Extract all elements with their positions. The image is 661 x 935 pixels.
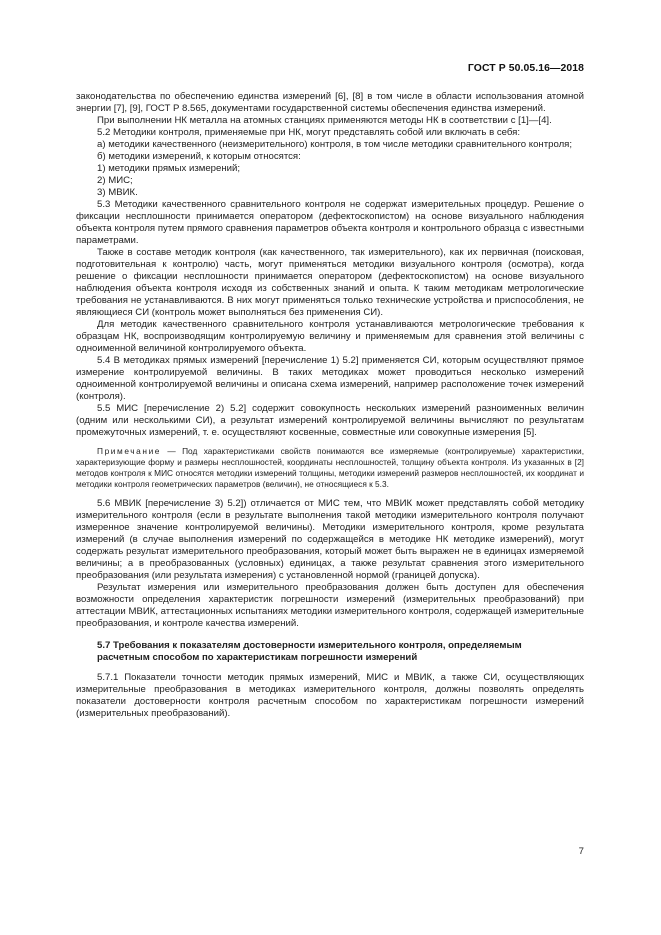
document-code: ГОСТ Р 50.05.16—2018 <box>467 63 584 74</box>
list-item: б) методики измерений, к которым относятся: <box>97 151 301 162</box>
note-label: Примечание <box>97 446 162 456</box>
paragraph: 5.6 МВИК [перечисление 3) 5.2]) отличается от МИС тем, что МВИК может представлять собой методику измерительного контроля (если в результате выполнения такой методики измерительного контроля получают измеренное значение контролируемой величины). Методики измерительного контроля, кроме результата измерений (в случае выполнения измерений по содержащейся в методике НК методике измерений), могут содержать результат измерительного преобразования, который может быть выражен не в единицах измеряемой величины; а в преобразованных (условных) единицах, а также результат сравнения этого измерительного преобразования (или результата измерения) с установленной нормой (границей допуска). <box>76 498 584 581</box>
paragraph: При выполнении НК металла на атомных станциях применяются методы НК в соответствии с [1]—[4]. <box>97 115 552 126</box>
paragraph: Для методик качественного сравнительного контроля устанавливаются метрологические требования к образцам НК, воспроизводящим контролируемую величину и применяемым для сравнения этой величины с одноименной величиной контролируемого объекта. <box>76 319 584 354</box>
note-text: — Под характеристиками свойств понимаются все измеряемые (контролируемые) характеристики, характеризующие форму и размеры несплошностей, координаты несплошностей, толщину объекта контроля. Из указанных в [2] методов контроля к МИС относятся методики измерений толщины, методики измерений размеров несплошностей, их координат и методики контроля геометрических параметров (величин), не относящиеся к 5.3. <box>76 446 584 489</box>
paragraph: Также в составе методик контроля (как качественного, так измерительного), как их первичная (поисковая, подготовительная к контролю) часть, могут применяться методики визуального контроля (осмотра), когда решение о фиксации несплошности принимается оператором (дефектоскопистом) на основе визуального наблюдения объекта контроля исходя из собственных знаний и опыта. К таким методикам метрологические требования не устанавливаются. В них могут применяться только технические устройства и приспособления, не являющиеся СИ (контроль может выполняться без применения СИ). <box>76 247 584 318</box>
paragraph: законодательства по обеспечению единства измерений [6], [8] в том числе в области использования атомной энергии [7], [9], ГОСТ Р 8.565, документами государственной системы обеспечения единства измерений. <box>76 91 584 114</box>
paragraph: 5.2 Методики контроля, применяемые при НК, могут представлять собой или включать в себя: <box>97 127 521 138</box>
paragraph: 5.4 В методиках прямых измерений [перечисление 1) 5.2] применяется СИ, которым осуществляют прямое измерение контролируемой величины. В таких методиках может проводиться несколько измерений одноименной контролируемой величины и описана схема измерений, например расположение точек измерений (контроля). <box>76 355 584 402</box>
paragraph: 5.7.1 Показатели точности методик прямых измерений, МИС и МВИК, а также СИ, осуществляющих измерительные преобразования в методиках измерительного контроля, должны позволять определять показатели достоверности контроля расчетным способом по характеристикам погрешности измерений (измерительных преобразований). <box>76 672 584 719</box>
list-item: 3) МВИК. <box>97 187 138 198</box>
paragraph: 5.5 МИС [перечисление 2) 5.2] содержит совокупность нескольких измерений разноименных величин (одним или несколькими СИ), а результат измерений контролируемой величины вычисляют по результатам промежуточных измерений, т. е. осуществляют косвенные, совместные или совокупные измерения [5]. <box>76 403 584 438</box>
heading-line: 5.7 Требования к показателям достоверности измерительного контроля, определяемым <box>97 640 522 651</box>
paragraph: Результат измерения или измерительного преобразования должен быть доступен для обеспечения возможности определения характеристик погрешности измерений (измерительных преобразований) при аттестации МВИК, аттестационных испытаниях методики измерительного контроля, содержащей измерительные преобразования, и контроле качества измерений. <box>76 582 584 629</box>
heading-line: расчетным способом по характеристикам погрешности измерений <box>97 652 418 663</box>
note <box>76 446 584 490</box>
list-item: 2) МИС; <box>97 175 133 186</box>
section-heading <box>76 640 584 664</box>
page-number: 7 <box>578 846 584 857</box>
paragraph: 5.3 Методики качественного сравнительного контроля не содержат измерительных процедур. Решение о фиксации несплошности принимается оператором (дефектоскопистом) на основе визуального наблюдения объекта контроля путем прямого сравнения параметров объекта контроля и контрольного образца с известными параметрами. <box>76 199 584 246</box>
list-item: 1) методики прямых измерений; <box>97 163 241 174</box>
text-column <box>76 91 584 720</box>
list-item: а) методики качественного (неизмерительного) контроля, в том числе методики сравнительного контроля; <box>97 139 573 150</box>
